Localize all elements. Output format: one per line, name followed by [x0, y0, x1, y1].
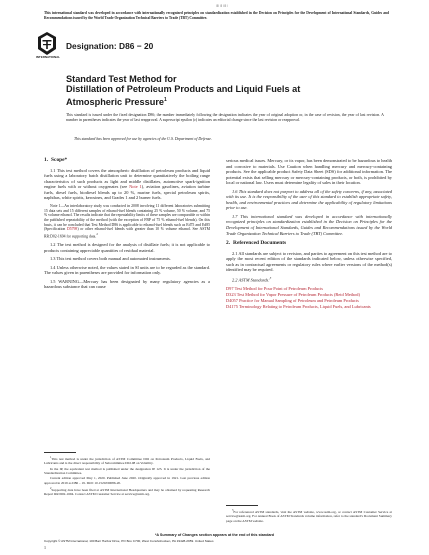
ref-item[interactable]: D4175 Terminology Relating to Petroleum Products, Liquid Fuels, and Lubricants — [226, 304, 371, 309]
page-number: 1 — [44, 545, 46, 550]
left-column — [44, 158, 210, 293]
para-1-7: 1.7 This international standard was developed in accordance with internationally recognized principles on standardization established in the Decision on Principles for the Development of International Standards, Guides and Recommendations issued by the World Trade Organization Technical Barriers to Trade (TBT) Committee. — [226, 213, 392, 236]
document-title — [66, 74, 366, 107]
barcode-stamp: ⅰ𝐥ⅰ ⅰ𝐥 ⅰⅰ𝐥 ⅰ — [216, 4, 228, 8]
para-1-2: 1.2 The test method is designed for the analysis of distillate fuels; it is not applicable to products containing appreciable quantities of residual material. — [44, 242, 210, 253]
para-2-2: 2.2 ASTM Standards:$^3$ — [232, 275, 272, 283]
footnotes-left — [44, 455, 210, 498]
para-2-1: 2.1 All standards are subject to revision, and parties to agreement on this test method are to apply the most recent edition of the standards indicated below, unless otherwise specified, such as in contractual agreements or regulatory rules where earlier versions of the method(s) identified may be required. — [226, 250, 392, 273]
logo-caption: INTERNATIONAL — [35, 55, 61, 59]
section-1-heading: 1. Scope* — [44, 157, 68, 163]
footnote-1: $^1$This test method is under the jurisdiction of ASTM Committee D02 on Petroleum Products, Liquid Fuels, and Lubricants and is the direct responsibility of Subcommittee D02.08 on Volatility. — [44, 455, 210, 466]
top-notice: This international standard was developed in accordance with internationally recognized principles on standardization established in the Decision on Principles for the Development of International Standards, Guides and Recommendations issued by the World Trade Organization Technical Barriers to Trade (TBT) Committee. — [44, 11, 389, 20]
designation: Designation: D86 − 20 — [66, 41, 154, 51]
d5798-link[interactable]: D5798 — [67, 227, 78, 232]
footnotes-right — [226, 508, 392, 524]
para-1-5-cont: serious medical issues. Mercury, or its vapor, has been demonstrated to be hazardous to health and corrosive to materials. Use Caution when handling mercury and mercury-containing products. See the applicable product Safety Data Sheet (SDS) for additional information. The potential exists that selling mercury or mercury-containing products, or both, is prohibited by local or national law. Users must determine legality of sales in their location. — [226, 158, 392, 186]
ref-item[interactable]: D323 Test Method for Vapor Pressure of Petroleum Products (Reid Method) — [226, 291, 360, 297]
title-line-3: Atmospheric Pressure$^1$ — [66, 96, 167, 107]
footnote-rule-left — [44, 452, 76, 453]
section-2-heading: 2. Referenced Documents — [226, 240, 287, 247]
note1-link[interactable]: Note 1 — [129, 184, 142, 190]
para-1-6: 1.6 This standard does not purport to address all of the safety concerns, if any, associated with its use. It is the responsibility of the user of this standard to establish appropriate safety, health, and environmental practices and determine the applicability of regulatory limitations prior to use. — [226, 188, 392, 211]
footnote-3: $^3$For referenced ASTM standards, visit the ASTM website, www.astm.org, or contact ASTM Customer Service at service@astm.org. For Annual Book of ASTM Standards volume information, refer to the standard's Document Summary page on the ASTM website. — [226, 508, 392, 523]
para-1-3: 1.3 This test method covers both manual and automated instruments. — [50, 256, 171, 262]
footnote-2: $^2$Supporting data have been filed at ASTM International Headquarters and may be obtained by requesting Research Report RR:D02-1694. Contact ASTM Customer Service at service@astm.org. — [44, 485, 210, 497]
note-1: Note 1—An interlaboratory study was conducted in 2008 involving 11 different laboratories submitting 15 data sets and 15 different samples of ethanol-fuel blends containing 25 % volume, 50 % volume, and 75 % volume ethanol. The results indicate that the repeatability limits of these samples are comparable or within the published repeatability of the method (with the exception of FBP of 75 % ethanol-fuel blends). On this basis, it can be concluded that Test Method D86 is applicable to ethanol-fuel blends such as Ed75 and Ed85 (Specification D5798) or other ethanol-fuel blends with greater than 10 % volume ethanol. See ASTM RR:D02-1694 for supporting data.$^2$ — [44, 203, 210, 239]
footnote-rule-right — [226, 505, 258, 506]
dod-approval-note: This standard has been approved for use by agencies of the U.S. Department of Defense. — [74, 137, 212, 141]
footnote-1c: Current edition approved May 1, 2020. Published June 2020. Originally approved in 1921. Last previous edition approved in 2019 as D86 – 19. DOI: 10.1520/D0086-20. — [44, 476, 210, 485]
para-1-1: 1.1 This test method covers the atmospheric distillation of petroleum products and liquid fuels using a laboratory batch distillation unit to determine quantitatively the boiling range characteristics of such products as light and middle distillates, automotive spark-ignition engine fuels with or without oxygenates (see Note 1), aviation gasolines, aviation turbine fuels, diesel fuels, biodiesel blends up to 20 %, marine fuels, special petroleum spirits, naphthas, white spirits, kerosines, and Grades 1 and 2 burner fuels. — [44, 167, 211, 201]
title-line-2: Distillation of Petroleum Products and Liquid Fuels at — [66, 84, 301, 95]
para-1-5: 1.5 WARNING—Mercury has been designated by many regulatory agencies as a hazardous substance that can cause — [44, 278, 210, 290]
title-line-1: Standard Test Method for — [66, 74, 177, 84]
para-1-4: 1.4 Unless otherwise noted, the values stated in SI units are to be regarded as the standard. The values given in parentheses are provided for information only. — [44, 264, 210, 276]
right-column — [226, 158, 392, 310]
summary-of-changes-note: *A Summary of Changes section appears at the end of this standard — [154, 533, 275, 537]
ref-item[interactable]: D97 Test Method for Pour Point of Petroleum Products — [226, 285, 323, 291]
footnote-1b: In the IP, the equivalent test method is published under the designation IP 123. It is under the jurisdiction of the Standardization Committee. — [44, 466, 210, 476]
copyright: Copyright © ASTM International, 100 Barr Harbor Drive, PO Box C700, West Conshohocken, PA 19428-2959. United States — [44, 539, 214, 543]
astm-logo-icon — [38, 32, 56, 55]
issuance-note: This standard is issued under the fixed designation D86; the number immediately following the designation indicates the year of original adoption or, in the case of revision, the year of last revision. A number in parentheses indicates the year of last reapproval. A superscript epsilon (ε) indicates an editorial change since the last revision or reapproval. — [66, 113, 384, 122]
ref-item[interactable]: D4057 Practice for Manual Sampling of Petroleum and Petroleum Products — [226, 297, 359, 303]
